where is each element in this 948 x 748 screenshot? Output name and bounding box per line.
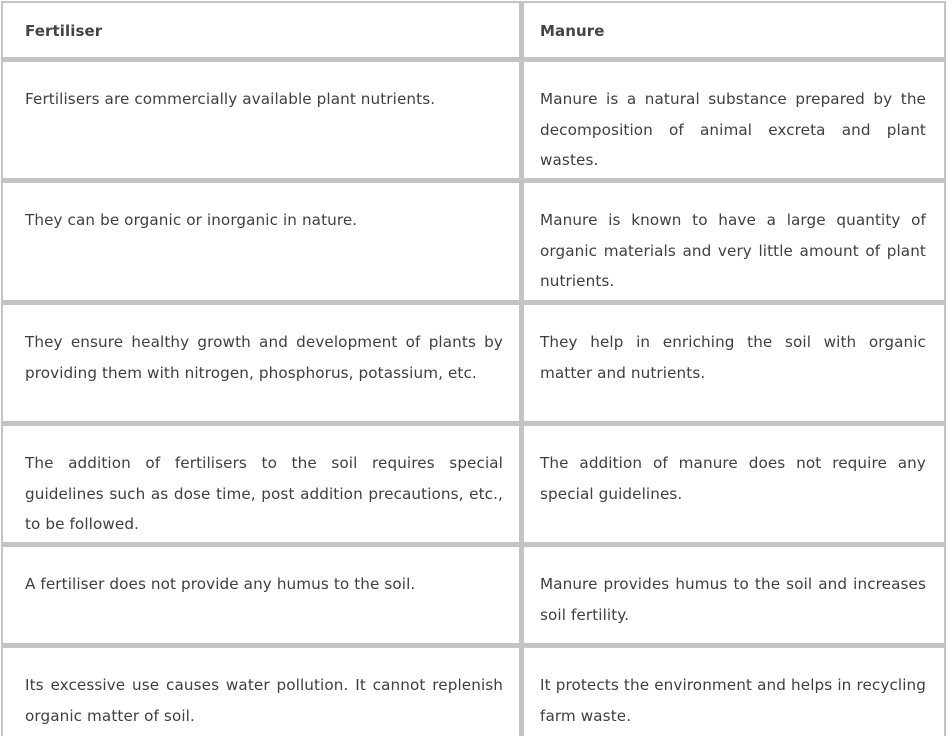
header-manure: Manure — [524, 3, 944, 57]
table-cell: Manure is a natural substance prepared by the decomposition of animal excreta and plant wastes. — [524, 62, 944, 178]
table-cell: Manure provides humus to the soil and increases soil fertility. — [524, 547, 944, 643]
table-cell: The addition of manure does not require any special guidelines. — [524, 426, 944, 542]
table-cell: They can be organic or inorganic in nature. — [3, 183, 519, 300]
table-cell: The addition of fertilisers to the soil requires special guidelines such as dose time, post addition precautions, etc., to be followed. — [3, 426, 519, 542]
table-cell: Manure is known to have a large quantity of organic materials and very little amount of plant nutrients. — [524, 183, 944, 300]
table-cell: Its excessive use causes water pollution. It cannot replenish organic matter of soil. — [3, 648, 519, 748]
table-cell: They help in enriching the soil with organic matter and nutrients. — [524, 305, 944, 421]
table-cell: They ensure healthy growth and development of plants by providing them with nitrogen, phosphorus, potassium, etc. — [3, 305, 519, 421]
table-cell: A fertiliser does not provide any humus to the soil. — [3, 547, 519, 643]
table-cell: Fertilisers are commercially available plant nutrients. — [3, 62, 519, 178]
comparison-table — [1, 1, 946, 736]
table-cell: It protects the environment and helps in recycling farm waste. — [524, 648, 944, 748]
header-fertiliser: Fertiliser — [3, 3, 519, 57]
